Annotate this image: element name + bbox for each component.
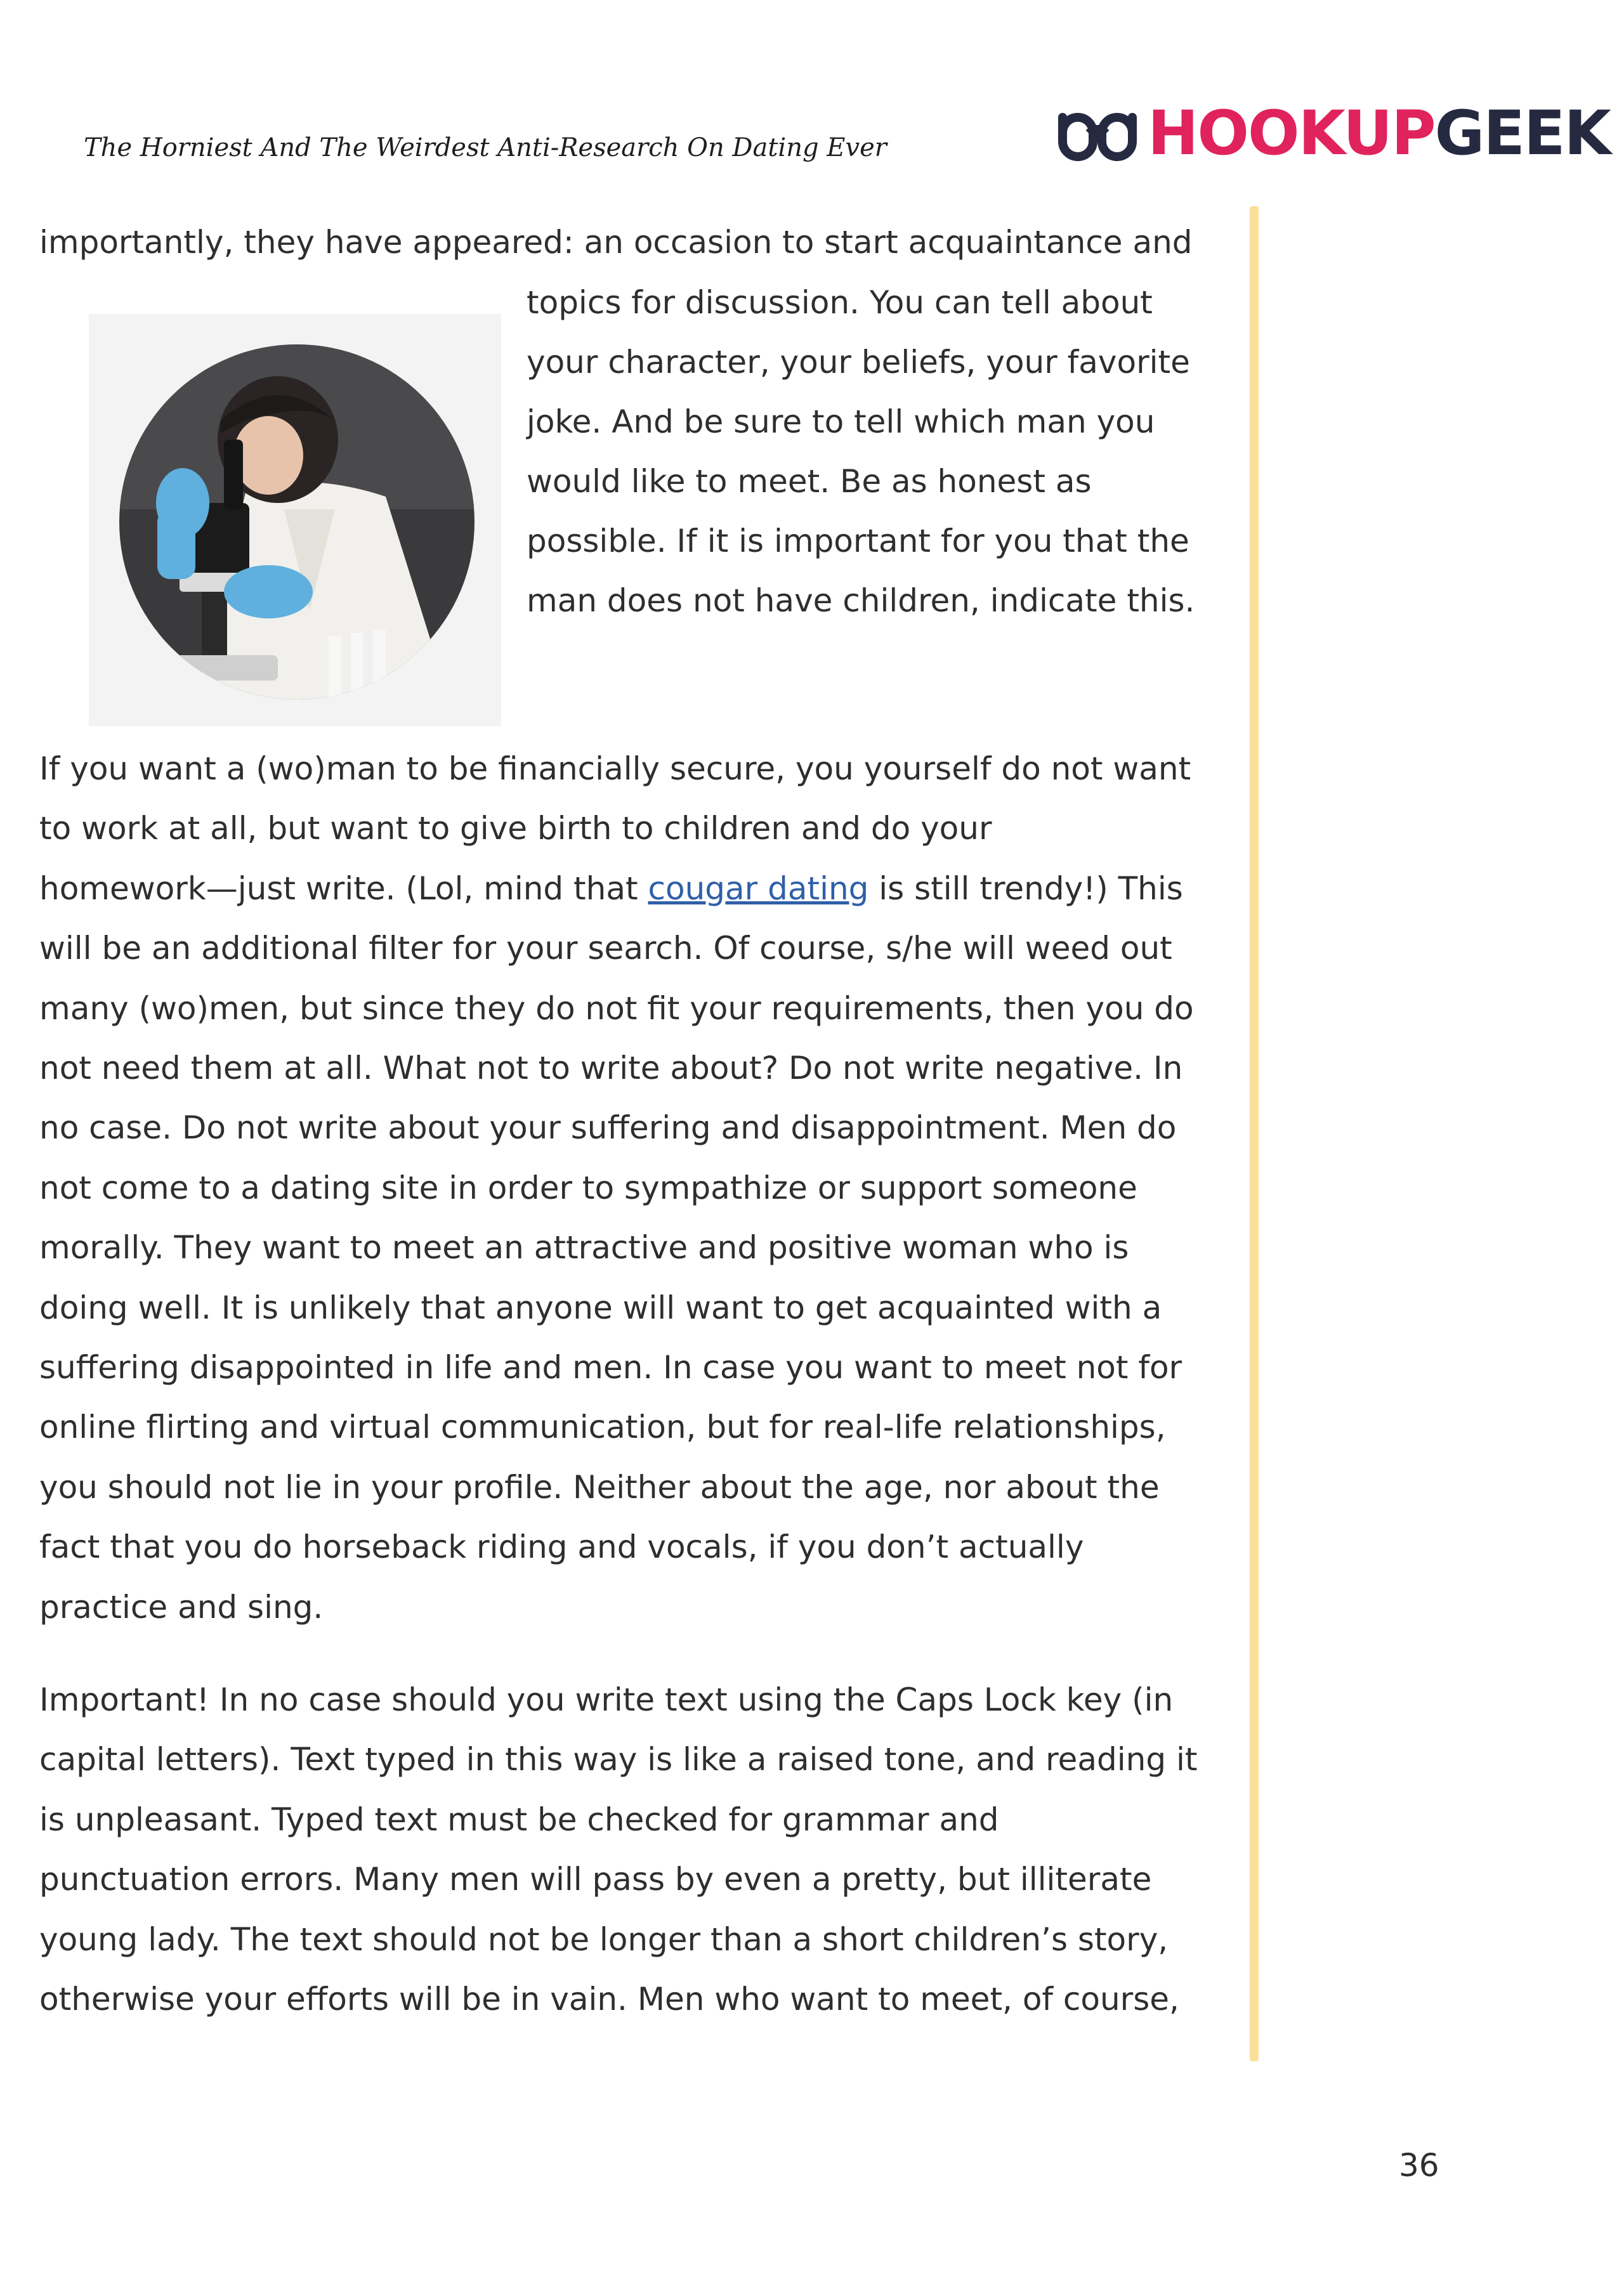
body-text-line: joke. And be sure to tell which man you [527, 403, 1155, 440]
body-text-line: fact that you do horseback riding and vocals, if you don’t actually [39, 1529, 1084, 1566]
body-text-segment: is still trendy!) This [868, 870, 1183, 907]
body-text-line: practice and sing. [39, 1588, 324, 1626]
body-text-line: not come to a dating site in order to sympathize or support someone [39, 1169, 1137, 1206]
logo-text-geek: GEEK [1434, 98, 1610, 169]
body-text-line: not need them at all. What not to write about? Do not write negative. In [39, 1050, 1183, 1087]
body-text-line: doing well. It is unlikely that anyone will want to get acquainted with a [39, 1289, 1162, 1326]
body-text-line: importantly, they have appeared: an occasion to start acquaintance and [39, 224, 1193, 261]
body-text-line: topics for discussion. You can tell about [527, 284, 1153, 321]
body-text-line: you should not lie in your profile. Neither about the age, nor about the [39, 1468, 1160, 1506]
body-text-line: morally. They want to meet an attractive and positive woman who is [39, 1229, 1129, 1267]
photo-circle-crop [119, 344, 475, 700]
body-text-line: would like to meet. Be as honest as [527, 463, 1092, 500]
body-text-line-with-link [39, 859, 1245, 918]
scientist-photo [89, 314, 501, 726]
body-text-line: otherwise your efforts will be in vain. Men who want to meet, of course, [39, 1981, 1179, 2018]
sidebar-accent-rule [1250, 206, 1259, 2061]
body-text-line: is unpleasant. Typed text must be checked for grammar and [39, 1801, 999, 1838]
body-text-line: young lady. The text should not be longer than a short children’s story, [39, 1921, 1169, 1958]
body-text-line: many (wo)men, but since they do not fit your requirements, then you do [39, 989, 1194, 1027]
body-text-line: no case. Do not write about your suffering and disappointment. Men do [39, 1109, 1177, 1147]
paragraph-2 [39, 739, 1245, 1637]
body-text-line: possible. If it is important for you that the [527, 523, 1189, 559]
body-text-line: online flirting and virtual communication, but for real-life relationships, [39, 1409, 1166, 1446]
body-text-line: suffering disappointed in life and men. In case you want to meet not for [39, 1349, 1182, 1386]
body-text-line: man does not have children, indicate this. [527, 582, 1195, 619]
body-text-line: capital letters). Text typed in this way is like a raised tone, and reading it [39, 1741, 1198, 1778]
header-tagline: The Horniest And The Weirdest Anti-Research On Dating Ever [84, 133, 887, 162]
glasses-icon [1056, 105, 1139, 162]
paragraph-3 [39, 1670, 1245, 2029]
body-text-line: to work at all, but want to give birth to children and do your [39, 810, 992, 847]
body-text-line: Important! In no case should you write text using the Caps Lock key (in [39, 1681, 1174, 1718]
body-text-line: punctuation errors. Many men will pass by even a pretty, but illiterate [39, 1861, 1152, 1898]
body-text-line: your character, your beliefs, your favorite [527, 344, 1190, 381]
body-text-line: If you want a (wo)man to be financially secure, you yourself do not want [39, 750, 1191, 787]
woman-microscope-illustration [119, 344, 475, 700]
cougar-dating-link[interactable]: cougar dating [648, 870, 869, 907]
hookupgeek-logo[interactable] [1056, 95, 1610, 171]
page-number: 36 [1399, 2147, 1439, 2184]
body-text-segment: homework—just write. (Lol, mind that [39, 870, 648, 907]
body-text-line: will be an additional filter for your search. Of course, s/he will weed out [39, 930, 1172, 967]
logo-text-hookup: HOOKUP [1148, 98, 1435, 169]
